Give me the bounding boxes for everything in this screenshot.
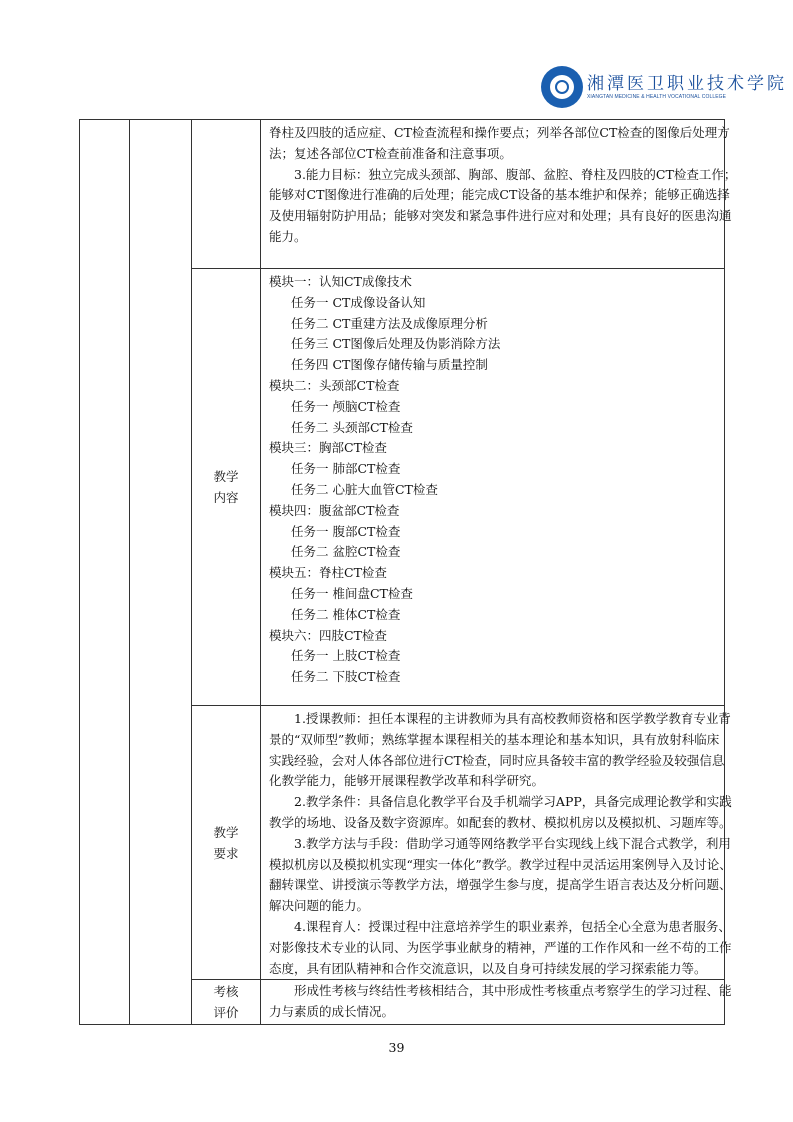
text-line: 任务一 腹部CT检查 bbox=[291, 523, 401, 539]
text-line: 景的“双师型”教师；熟练掌握本课程相关的基本理论和基本知识，具有放射科临床 bbox=[269, 731, 720, 747]
text-line: 力与素质的成长情况。 bbox=[269, 1004, 395, 1020]
text-line: 能力。 bbox=[269, 228, 307, 244]
text-line: 模块一：认知CT成像技术 bbox=[269, 274, 412, 289]
text-line: 1.授课教师：担任本课程的主讲教师为具有高校教师资格和医学教学教育专业背 bbox=[294, 711, 731, 726]
requirements-text bbox=[261, 706, 732, 980]
college-seal-icon bbox=[541, 66, 583, 108]
logo-chinese-name: 湘潭医卫职业技术学院 bbox=[587, 74, 787, 94]
objectives-row bbox=[80, 120, 725, 269]
text-line: 3.能力目标：独立完成头颈部、胸部、腹部、盆腔、脊柱及四肢的CT检查工作； bbox=[294, 166, 737, 182]
label-line: 评价 bbox=[213, 1005, 239, 1021]
text-line: 任务一 CT成像设备认知 bbox=[291, 294, 426, 310]
text-line: 任务二 头颈部CT检查 bbox=[291, 419, 413, 435]
content-text bbox=[261, 269, 725, 706]
label-line: 内容 bbox=[213, 490, 239, 505]
assessment-text bbox=[261, 980, 732, 1025]
blank-cell bbox=[130, 120, 192, 1025]
text-line: 形成性考核与终结性考核相结合，其中形成性考核重点考察学生的学习过程、能 bbox=[294, 983, 732, 999]
text-line: 任务二 心脏大血管CT检查 bbox=[291, 481, 438, 497]
text-line: 及使用辐射防护用品；能够对突发和紧急事件进行应对和处理；具有良好的医患沟通 bbox=[269, 208, 732, 224]
text-line: 态度，具有团队精神和合作交流意识，以及自身可持续发展的学习探索能力等。 bbox=[269, 960, 707, 976]
text-line: 任务一 椎间盘CT检查 bbox=[291, 585, 413, 601]
text-line: 教学的场地、设备及数字资源库。如配套的教材、模拟机房以及模拟机、习题库等。 bbox=[269, 814, 732, 830]
requirements-label bbox=[192, 706, 261, 980]
text-line: 任务一 肺部CT检查 bbox=[291, 461, 401, 477]
text-line: 2.教学条件：具备信息化教学平台及手机端学习APP，具备完成理论教学和实践 bbox=[294, 794, 732, 810]
text-line: 任务二 椎体CT检查 bbox=[291, 606, 401, 622]
label-line: 教学 bbox=[213, 824, 239, 840]
text-line: 任务二 盆腔CT检查 bbox=[291, 544, 401, 560]
label-line: 教学 bbox=[213, 469, 239, 484]
objectives-text bbox=[261, 120, 737, 269]
text-line: 3.教学方法与手段：借助学习通等网络教学平台实现线上线下混合式教学，利用 bbox=[294, 835, 731, 851]
text-line: 模块五：脊柱CT检查 bbox=[269, 565, 387, 581]
text-line: 解决问题的能力。 bbox=[269, 898, 370, 914]
text-line: 任务一 颅脑CT检查 bbox=[291, 398, 401, 414]
blank-label-cell bbox=[192, 120, 261, 269]
text-line: 模块四：腹盆部CT检查 bbox=[269, 502, 400, 518]
text-line: 模拟机房以及模拟机实现“理实一体化”教学。教学过程中灵活运用案例导入及讨论、 bbox=[269, 856, 732, 872]
label-line: 要求 bbox=[213, 845, 239, 861]
page-number: 39 bbox=[388, 1040, 405, 1055]
text-line: 脊柱及四肢的适应症、CT检查流程和操作要点；列举各部位CT检查的图像后处理方 bbox=[269, 125, 730, 140]
assessment-label bbox=[192, 980, 261, 1025]
text-line: 任务二 CT重建方法及成像原理分析 bbox=[291, 315, 488, 331]
text-line: 化教学能力，能够开展课程教学改革和科学研究。 bbox=[269, 773, 545, 789]
text-line: 能够对CT图像进行准确的后处理；能完成CT设备的基本维护和保养；能够正确选择 bbox=[269, 187, 730, 203]
text-line: 任务四 CT图像存储传输与质量控制 bbox=[291, 357, 488, 373]
text-line: 任务二 下肢CT检查 bbox=[291, 669, 401, 685]
text-line: 任务一 上肢CT检查 bbox=[291, 648, 401, 664]
college-logo bbox=[541, 66, 787, 108]
text-line: 4.课程育人：授课过程中注意培养学生的职业素养，包括全心全意为患者服务、 bbox=[294, 918, 731, 934]
course-table bbox=[79, 119, 737, 1025]
text-line: 模块三：胸部CT检查 bbox=[269, 440, 387, 456]
text-line: 对影像技术专业的认同、为医学事业献身的精神，严谨的工作作风和一丝不苟的工作 bbox=[269, 939, 732, 955]
blank-cell bbox=[80, 120, 130, 1025]
logo-english-name: XIANGTAN MEDICINE & HEALTH VOCATIONAL COLLEGE bbox=[587, 94, 727, 100]
text-line: 模块二：头颈部CT检查 bbox=[269, 377, 400, 393]
content-label bbox=[192, 269, 261, 706]
text-line: 任务三 CT图像后处理及伪影消除方法 bbox=[291, 336, 501, 352]
label-line: 考核 bbox=[213, 984, 239, 1000]
text-line: 法；复述各部位CT检查前准备和注意事项。 bbox=[269, 145, 512, 161]
text-line: 实践经验，会对人体各部位进行CT检查，同时应具备较丰富的教学经验及较强信息 bbox=[269, 752, 725, 768]
text-line: 翻转课堂、讲授演示等教学方法，增强学生参与度，提高学生语言表达及分析问题、 bbox=[269, 877, 732, 893]
text-line: 模块六：四肢CT检查 bbox=[269, 627, 387, 643]
